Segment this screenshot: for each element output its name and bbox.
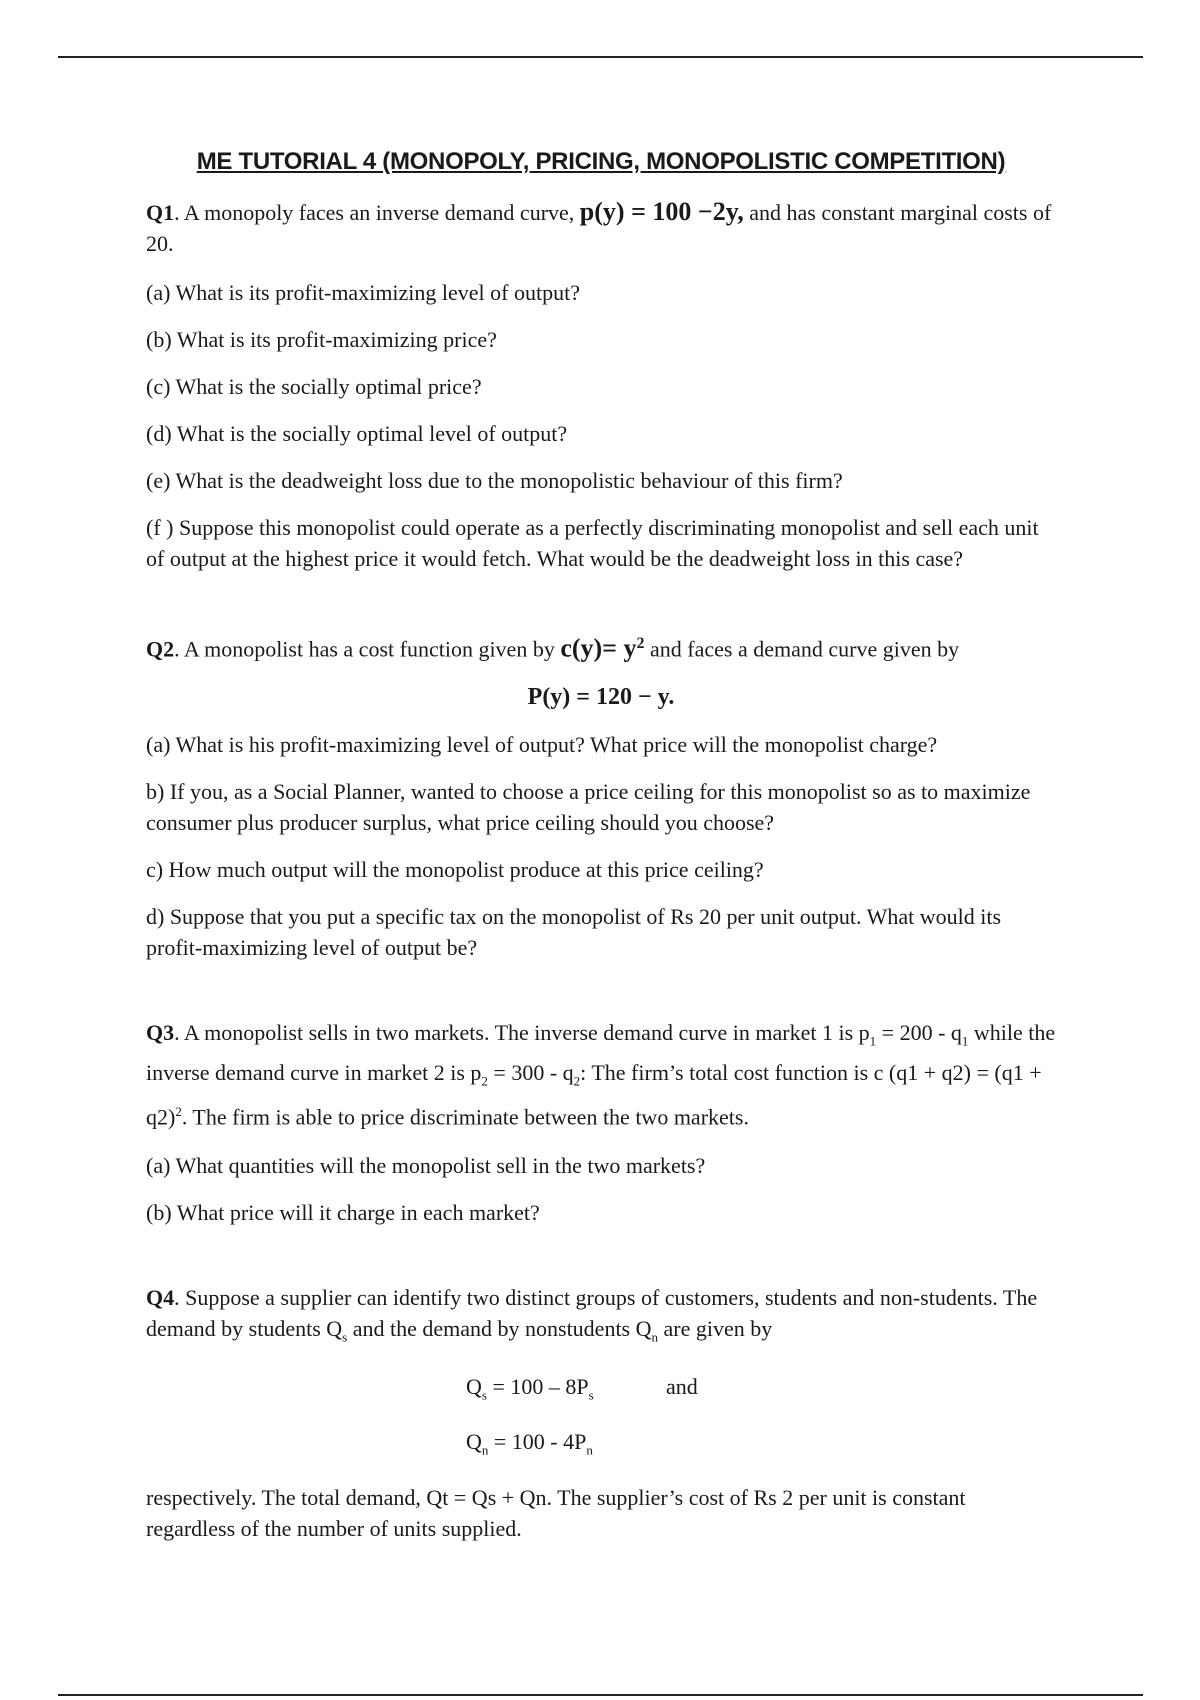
q1-formula: p(y) = 100 −2y, bbox=[579, 197, 744, 226]
q4-eq2-q: Q bbox=[466, 1429, 482, 1455]
q2-text-b: and faces a demand curve given by bbox=[644, 636, 960, 662]
q4-eq-students bbox=[466, 1371, 666, 1410]
q4-eq1-q: Q bbox=[466, 1373, 482, 1399]
q4-equation-nonstudents bbox=[146, 1426, 1056, 1465]
q3-part-a: (a) What quantities will the monopolist sell in the two markets? bbox=[146, 1153, 706, 1179]
q4-eq1-sub2: s bbox=[588, 1387, 594, 1403]
q2-text-a: . A monopolist has a cost function given by bbox=[174, 636, 561, 662]
q3-sub-q2: 2 bbox=[573, 1073, 581, 1089]
q1-part-e: (e) What is the deadweight loss due to the monopolistic behaviour of this firm? bbox=[146, 468, 843, 493]
q3-text-3: while the inverse demand curve in market 2 is p bbox=[146, 1020, 1056, 1085]
q4-text-1: . Suppose a supplier can identify two distinct groups of customers, students and non-students. The demand by students Q bbox=[146, 1285, 1038, 1342]
q2-statement bbox=[146, 628, 1056, 664]
q3-part-b: (b) What price will it charge in each market? bbox=[146, 1200, 540, 1226]
q2-formula-exponent: 2 bbox=[636, 635, 645, 652]
q4-and-word: and bbox=[666, 1373, 698, 1399]
q3-sub-q1: 1 bbox=[961, 1033, 969, 1049]
q3-text-2: = 200 - q bbox=[876, 1020, 962, 1046]
q3-number: Q3 bbox=[146, 1020, 175, 1046]
q1-part-c: (c) What is the socially optimal price? bbox=[146, 374, 482, 399]
q4-statement bbox=[146, 1282, 1056, 1352]
q2-number: Q2 bbox=[146, 636, 175, 662]
q2-part-b: b) If you, as a Social Planner, wanted to choose a price ceiling for this monopolist so as to maximize consumer plus producer surplus, what price ceiling should you choose? bbox=[146, 779, 1031, 836]
bottom-rule bbox=[58, 1694, 1143, 1696]
q4-eq2-spacer bbox=[666, 1426, 886, 1465]
q3-text-4: = 300 - q bbox=[487, 1059, 574, 1085]
q4-eq1-rhs: = 100 – 8P bbox=[486, 1373, 589, 1399]
q3-sup-2: 2 bbox=[175, 1104, 182, 1120]
q4-eq2-rhs: = 100 - 4P bbox=[488, 1429, 587, 1455]
q1-text-b: and has constant marginal costs of 20. bbox=[146, 200, 1052, 256]
q1-part-f: (f ) Suppose this monopolist could operate as a perfectly discriminating monopolist and sell each unit of output at the highest price it would fetch. What would be the deadweight loss in this case? bbox=[146, 515, 1039, 571]
page-title: ME TUTORIAL 4 (MONOPOLY, PRICING, MONOPOLISTIC COMPETITION) bbox=[196, 148, 1006, 175]
q1-text-a: . A monopoly faces an inverse demand curve, bbox=[174, 200, 580, 225]
q4-closing: respectively. The total demand, Qt = Qs + Qn. The supplier’s cost of Rs 2 per unit is constant regardless of the number of units supplied. bbox=[146, 1484, 966, 1541]
spacer bbox=[146, 979, 1056, 1017]
q4-eq2-sub2: n bbox=[586, 1442, 593, 1458]
q3-text-1: . A monopolist sells in two markets. The inverse demand curve in market 1 is p bbox=[174, 1020, 870, 1046]
q3-text-6: . The firm is able to price discriminate between the two markets. bbox=[181, 1104, 749, 1130]
top-rule bbox=[58, 56, 1143, 58]
q4-eq1-sub: s bbox=[481, 1387, 487, 1403]
q4-text-2: and the demand by nonstudents Q bbox=[347, 1316, 652, 1342]
q2-demand-equation: P(y) = 120 − y. bbox=[527, 684, 675, 711]
q1-part-d: (d) What is the socially optimal level of output? bbox=[146, 421, 568, 446]
q3-statement bbox=[146, 1017, 1056, 1132]
q2-part-d: d) Suppose that you put a specific tax on the monopolist of Rs 20 per unit output. What would its profit-maximizing level of output be? bbox=[146, 904, 1002, 961]
q4-eq2-sub: n bbox=[481, 1442, 489, 1458]
q3-text-5: : The firm’s total cost function is c (q1 + q2) = (q1 + q2) bbox=[146, 1059, 1042, 1130]
spacer bbox=[146, 1244, 1056, 1282]
q1-statement bbox=[146, 196, 1056, 259]
q4-equation-students bbox=[146, 1371, 1056, 1410]
q1-part-b: (b) What is its profit-maximizing price? bbox=[146, 327, 497, 352]
q2-part-c: c) How much output will the monopolist produce at this price ceiling? bbox=[146, 857, 764, 883]
q1-part-a: (a) What is its profit-maximizing level of output? bbox=[146, 280, 580, 305]
document-page bbox=[146, 140, 1056, 1560]
q3-sub-p1: 1 bbox=[869, 1033, 877, 1049]
q1-number: Q1 bbox=[146, 200, 175, 225]
q3-sub-p2: 2 bbox=[481, 1073, 488, 1089]
q4-text-3: are given by bbox=[658, 1316, 773, 1342]
q2-formula: c(y)= y bbox=[560, 633, 637, 663]
spacer bbox=[146, 590, 1056, 628]
q4-number: Q4 bbox=[146, 1285, 175, 1311]
q4-sub-s: s bbox=[342, 1329, 348, 1345]
q2-part-a: (a) What is his profit-maximizing level of output? What price will the monopolist charge? bbox=[146, 732, 938, 758]
q4-sub-n: n bbox=[651, 1329, 659, 1345]
q4-eq-nonstudents bbox=[466, 1426, 666, 1465]
